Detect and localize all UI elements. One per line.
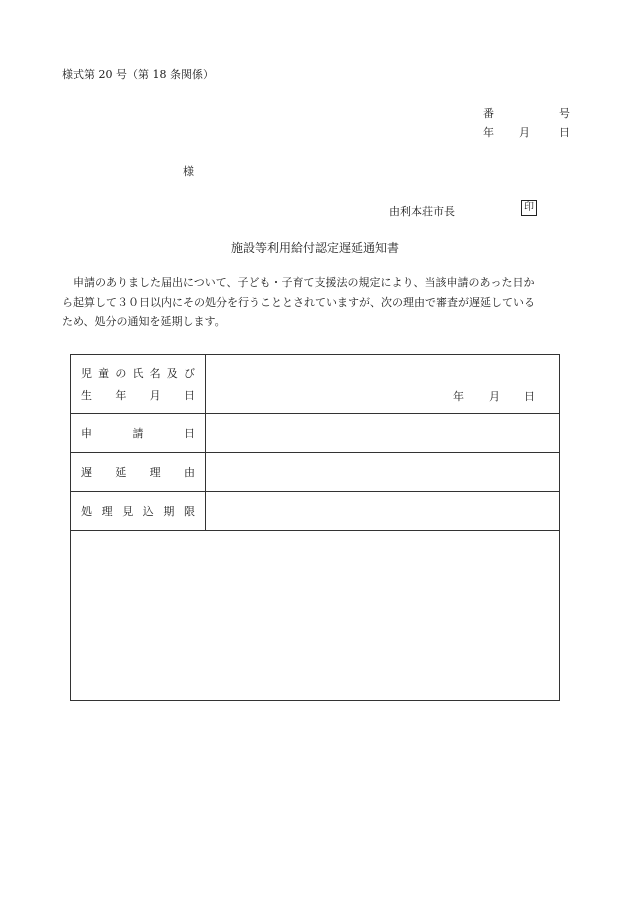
label-char: 理: [101, 505, 113, 518]
label-char: 見: [122, 505, 134, 518]
issue-date-month: 月: [519, 126, 530, 139]
label-char: び: [183, 367, 195, 380]
birth-month-label: 月: [489, 390, 500, 403]
number-label-go: 号: [559, 107, 570, 120]
seal-box: 印: [521, 200, 537, 216]
label-char: 年: [115, 389, 127, 402]
label-char: 由: [183, 466, 195, 479]
form-code: 様式第 20 号（第 18 条関係）: [62, 68, 214, 81]
label-application-date: [71, 414, 206, 453]
free-text-area[interactable]: [71, 531, 560, 701]
label-char: 氏: [132, 367, 144, 380]
label-char: 生: [81, 389, 92, 402]
label-child-name-birthdate: [71, 355, 206, 414]
document-title: 施設等利用給付認定遅延通知書: [230, 241, 399, 255]
body-line: 申請のありました届出について、子ども・子育て支援法の規定により、当該申請のあった日か: [62, 276, 535, 289]
application-date-field[interactable]: [206, 414, 560, 453]
label-char: の: [115, 367, 127, 380]
label-char: 月: [149, 389, 161, 402]
label-char: 名: [149, 367, 161, 380]
info-table: [70, 354, 560, 701]
label-char: 期: [163, 505, 175, 518]
label-char: 請: [132, 427, 144, 440]
birth-year-label: 年: [453, 390, 464, 403]
label-char: 日: [184, 427, 195, 440]
label-char: 処: [81, 505, 92, 518]
label-char: 理: [149, 466, 161, 479]
expected-processing-deadline-field[interactable]: [206, 492, 560, 531]
label-char: 日: [183, 389, 195, 402]
birth-day-label: 日: [524, 390, 535, 403]
label-delay-reason: [71, 453, 206, 492]
body-line: ら起算して３０日以内にその処分を行うこととされていますが、次の理由で審査が遅延している: [62, 295, 535, 309]
label-char: 限: [183, 505, 195, 518]
issuer-name: 由利本荘市長: [389, 205, 455, 218]
child-name-birthdate-field[interactable]: [206, 355, 560, 414]
delay-reason-field[interactable]: [206, 453, 560, 492]
number-label-ban: 番: [483, 107, 494, 120]
label-char: 延: [115, 466, 127, 479]
label-char: 童: [98, 367, 110, 380]
label-expected-processing-deadline: [71, 492, 206, 531]
label-char: 申: [81, 427, 92, 440]
body-text: [62, 273, 570, 332]
issue-date-year: 年: [483, 126, 494, 139]
label-char: 遅: [81, 466, 92, 479]
label-char: 児: [81, 367, 92, 380]
label-char: 込: [142, 505, 154, 518]
addressee-suffix: 様: [183, 165, 194, 178]
label-char: 及: [166, 367, 178, 380]
body-line: ため、処分の通知を延期します。: [62, 315, 226, 328]
issue-date-day: 日: [559, 126, 570, 139]
